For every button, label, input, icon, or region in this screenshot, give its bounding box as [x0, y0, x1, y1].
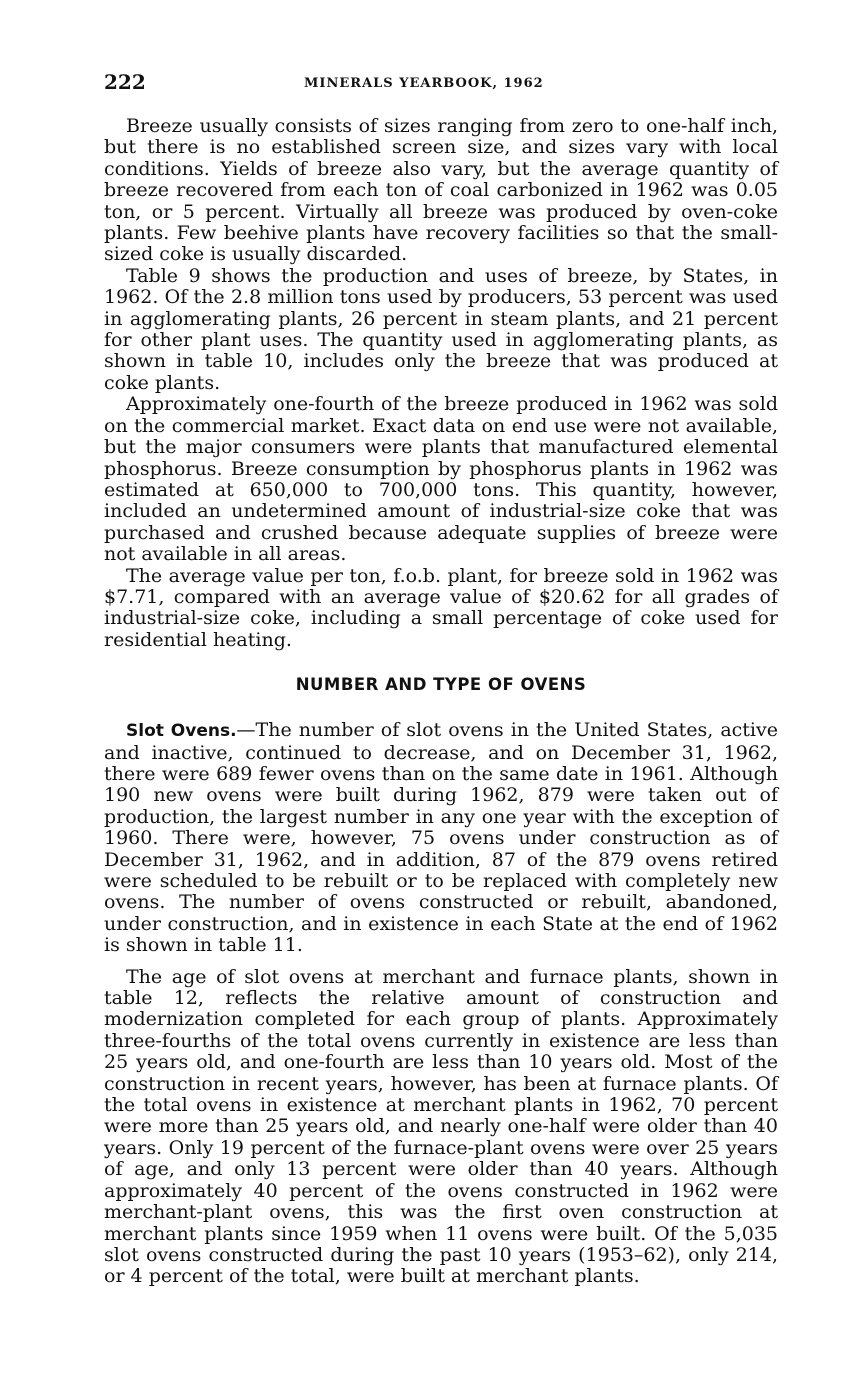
- paragraph-commercial-market: Approximately one-fourth of the breeze produced in 1962 was sold on the commercial market. Exact data on end use were not available, but the major consumers were plants that manufactured elemental phosphorus. Breeze consumption by phosphorus plants in 1962 was estimated at 650,000 to 700,000 tons. This quantity, however, included an undetermined amount of industrial-size coke that was purchased and crushed because adequate supplies of breeze were not available in all areas.: [104, 393, 778, 566]
- paragraph-slot-ovens-text: —The number of slot ovens in the United States, active and inactive, continued to decrease, and on December 31, 1962, there were 689 fewer ovens than on the same date in 1961. Although 190 new ovens were built during 1962, 879 were taken out of production, the largest number in any one year with the exception of 1960. There were, however, 75 ovens under construction as of December 31, 1962, and in addition, 87 of the 879 ovens retired were scheduled to be rebuilt or to be replaced with completely new ovens. The number of ovens constructed or rebuilt, abandoned, under construction, and in existence in each State at the end of 1962 is shown in table 11.: [104, 719, 778, 957]
- page-number: 222: [104, 70, 146, 94]
- paragraph-table-9: Table 9 shows the production and uses of breeze, by States, in 1962. Of the 2.8 million tons used by producers, 53 percent was used in agglomerating plants, 26 percent in steam plants, and 21 percent for other plant uses. The quantity used in agglomerating plants, as shown in table 10, includes only the breeze that was produced at coke plants.: [104, 264, 778, 394]
- run-in-heading: Slot Ovens.: [126, 721, 237, 742]
- paragraph-breeze-sizes: Breeze usually consists of sizes ranging from zero to one-half inch, but there is no established screen size, and sizes vary with local conditions. Yields of breeze also vary, but the average quantity of breeze recovered from each ton of coal carbonized in 1962 was 0.05 ton, or 5 percent. Virtually all breeze was produced by oven-coke plants. Few beehive plants have recovery facilities so that the small-sized coke is usually discarded.: [104, 115, 778, 266]
- paragraph-slot-ovens: [104, 720, 778, 956]
- paragraph-average-value: The average value per ton, f.o.b. plant, for breeze sold in 1962 was $7.71, compared with an average value of $20.62 for all grades of industrial-size coke, including a small percentage of coke used for residential heating.: [104, 564, 778, 651]
- page-header: [104, 70, 778, 102]
- document-page: [104, 70, 778, 1288]
- paragraph-oven-age: The age of slot ovens at merchant and furnace plants, shown in table 12, reflects the relative amount of construction and modernization completed for each group of plants. Approximately three-fourths of the total ovens currently in existence are less than 25 years old, and one-fourth are less than 10 years old. Most of the construction in recent years, however, has been at furnace plants. Of the total ovens in existence at merchant plants in 1962, 70 percent were more than 25 years old, and nearly one-half were older than 40 years. Only 19 percent of the furnace-plant ovens were over 25 years of age, and only 13 percent were older than 40 years. Although approximately 40 percent of the ovens constructed in 1962 were merchant-plant ovens, this was the first oven construction at merchant plants since 1959 when 11 ovens were built. Of the 5,035 slot ovens constructed during the past 10 years (1953–62), only 214, or 4 percent of the total, were built at merchant plants.: [104, 965, 778, 1288]
- running-head: MINERALS YEARBOOK, 1962: [304, 76, 544, 91]
- section-title: NUMBER AND TYPE OF OVENS: [295, 675, 587, 695]
